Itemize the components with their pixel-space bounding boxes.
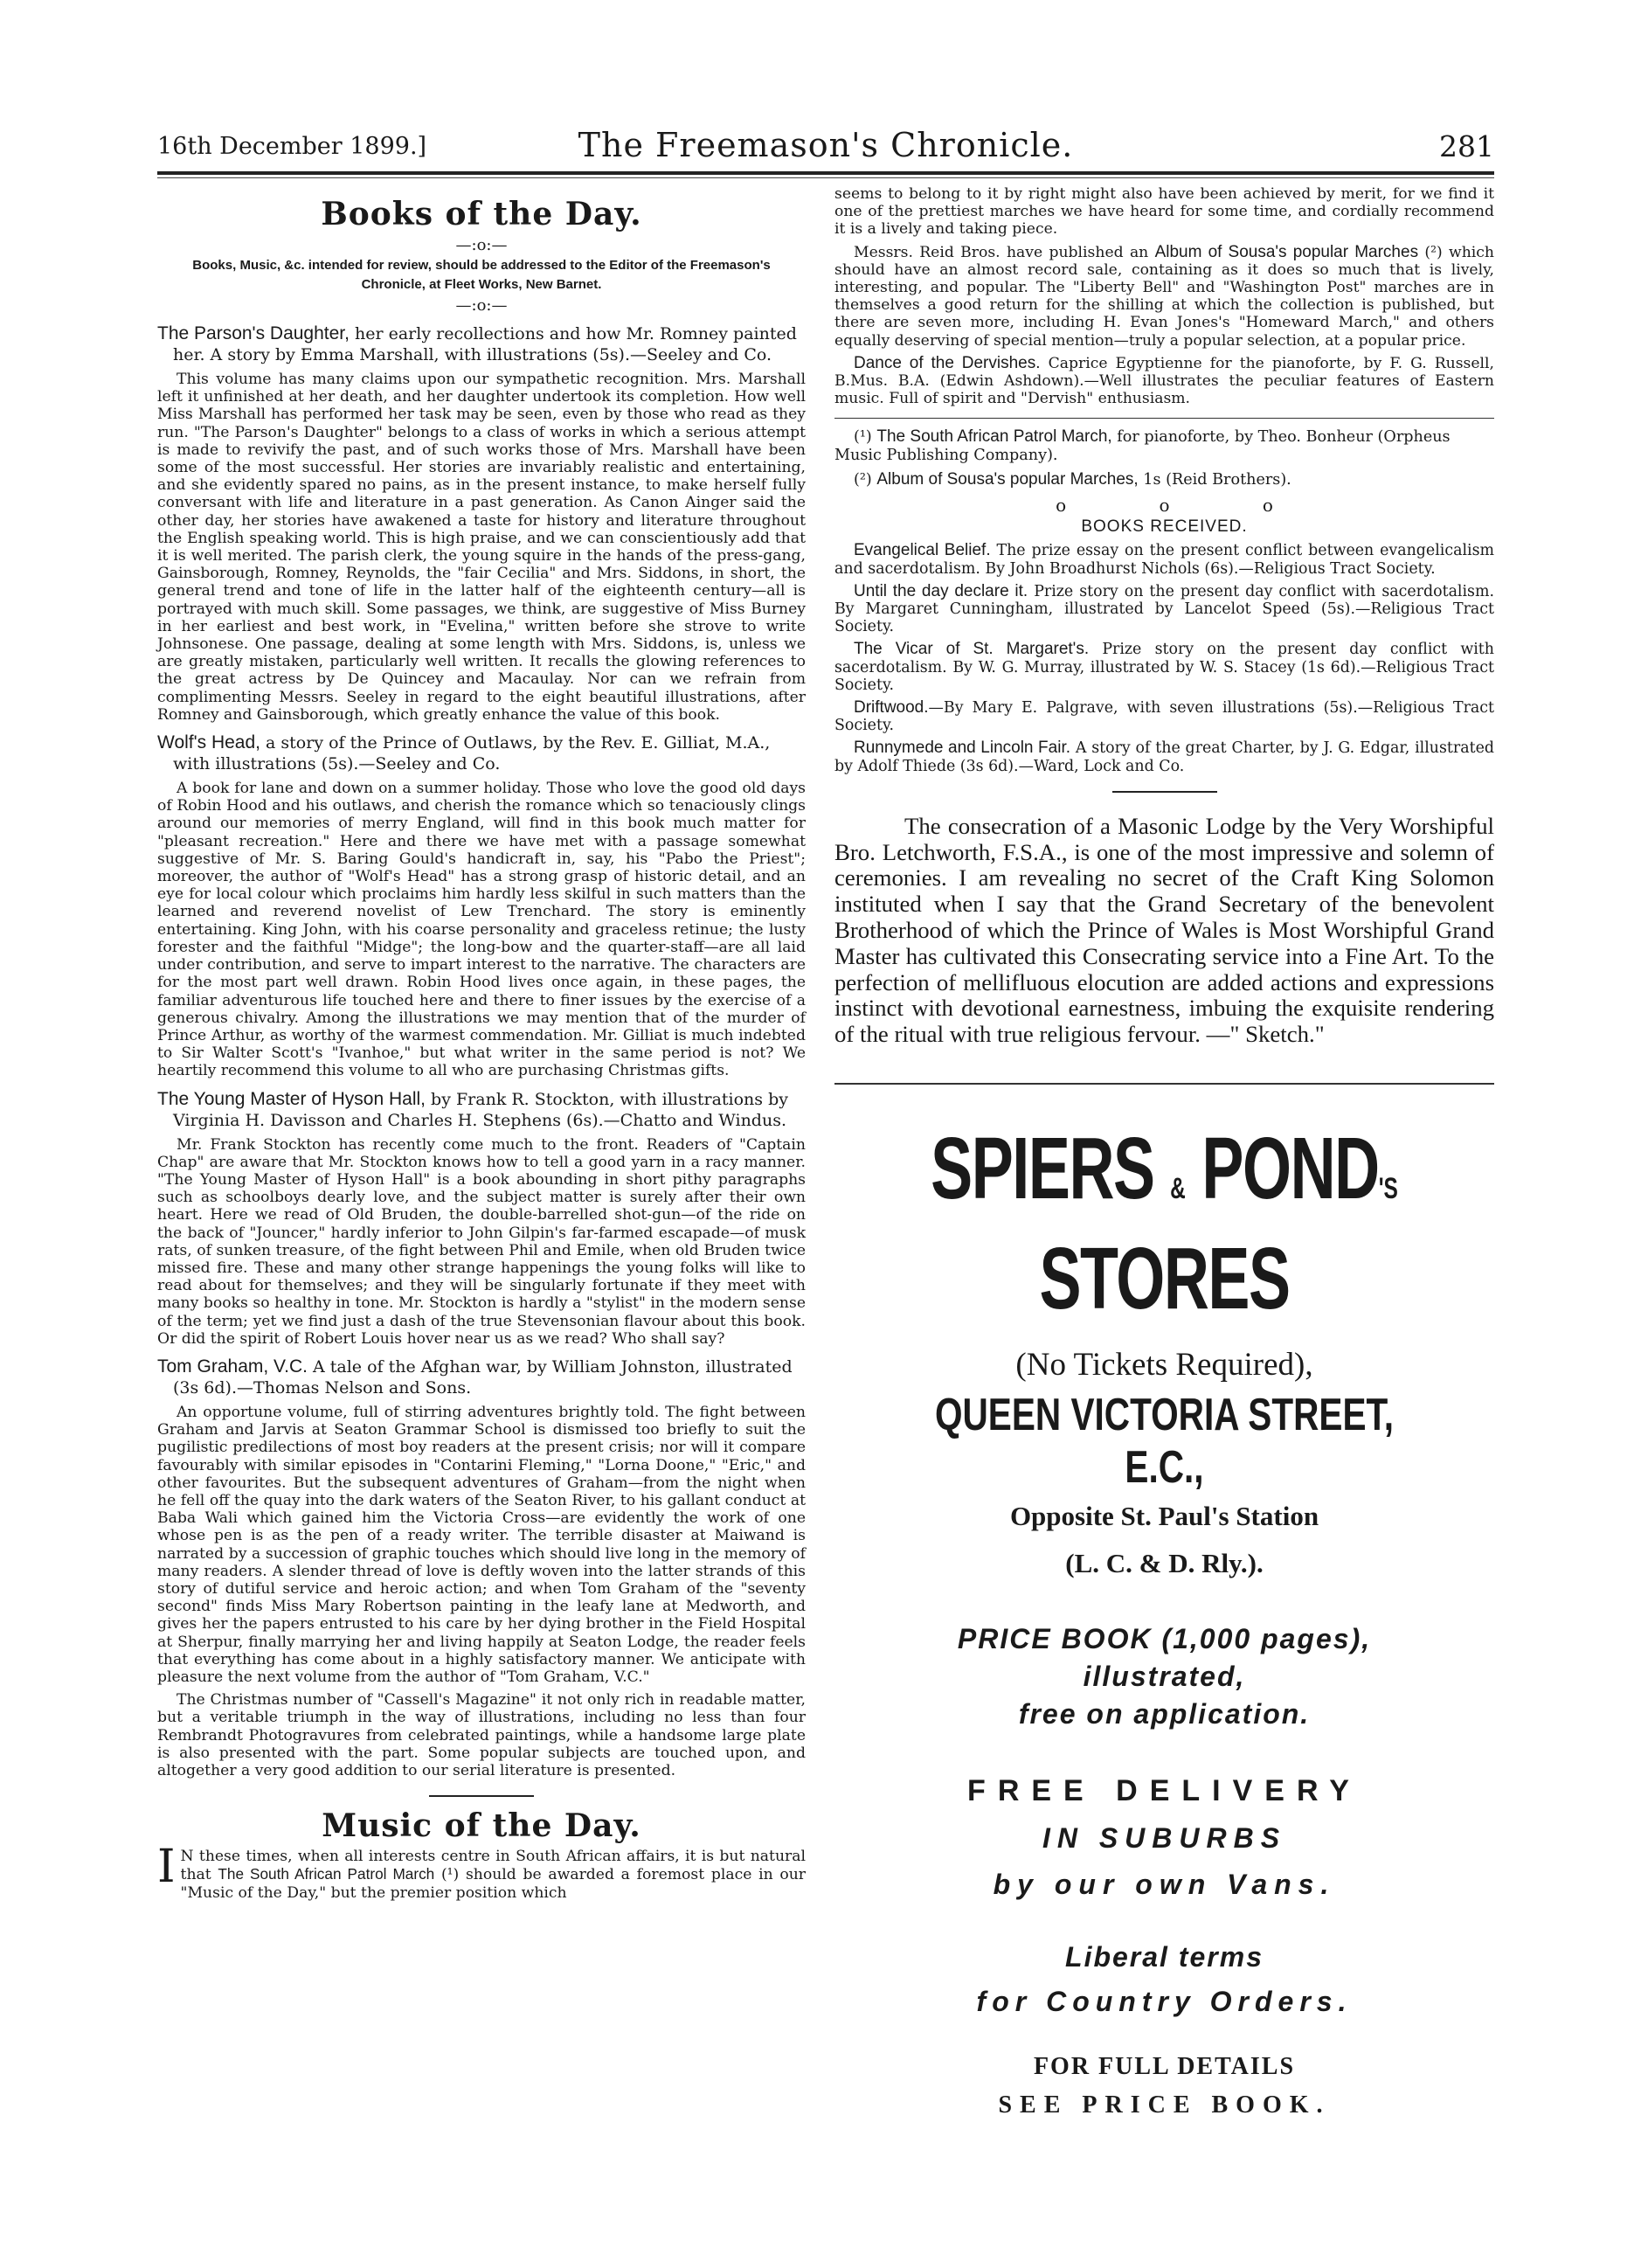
- right-column: [834, 185, 1494, 2119]
- footnote: [834, 470, 1494, 489]
- review-item: [157, 1089, 806, 1348]
- review-text: A book for lane and down on a summer holiday. Those who love the good old days of Robin Hood and his outlaws, and cherish the romance which so tenaciously clings around our memories of merry England, will find in this book much matter for "pleasant recreation." Here and there we have met with a passage somewhat suggestive of Mr. S. Baring Gould's handicraft in, say, his "Pabo the Priest"; moreover, the author of "Wolf's Head" has a strong grasp of historic detail, and an eye for local colour which proclaims him hardly less skilful in such matters than the learned and reverend novelist of Lew Trenchard. The story is eminently entertaining. King John, with his coarse personality and graceless retinue; the lusty forester and the faithful "Midge"; the long-bow and the quarter-staff—are all laid under contribution, and serve to impart interest to the narrative. The characters are for the most part well drawn. Robin Hood lives once again, in these pages, the familiar adventurous life touched here and there to finer issues by the exercise of a generous chivalry. Among the illustrations we may mention that of the murder of Prince Arthur, as worthy of the warmest commendation. Mr. Gilliat is much indebted to Sir Walter Scott's "Ivanhoe," but what writer in the same period is not? We heartily recommend this volume to all who are purchasing Christmas gifts.: [157, 780, 806, 1080]
- header-rule-thin: [157, 177, 1494, 178]
- book-byline: A tale of the Afghan war, by William Johnston, illustrated (3s 6d).—Thomas Nelson and Sons.: [173, 1356, 793, 1398]
- music-piece-title: The South African Patrol March: [218, 1865, 435, 1883]
- advert-no-tickets: (No Tickets Required),: [1015, 1347, 1313, 1384]
- advert-brand-pond: POND: [1201, 1120, 1379, 1218]
- review-heading: [157, 1356, 806, 1398]
- music-paragraph: [834, 355, 1494, 408]
- received-item: [834, 699, 1494, 734]
- books-received-title: BOOKS RECEIVED.: [1081, 517, 1248, 537]
- music-intro-text-end: (¹) should be awarded a foremost place in our "Music of the Day," but the premier position which: [180, 1866, 806, 1902]
- review-item: [157, 732, 806, 1079]
- advert-brand-possessive: 'S: [1378, 1172, 1398, 1206]
- book-title: Wolf's Head,: [157, 732, 261, 753]
- page-number: 281: [1439, 129, 1494, 163]
- received-book-text: —By Mary E. Palgrave, with seven illustrations (5s).—Religious Tract Society.: [834, 699, 1494, 735]
- received-book-text: Prize story on the present day conflict with sacerdotalism. By W. G. Murray, illustrated by W. S. Stacey (1s 6d).—Religious Tract Society.: [834, 641, 1494, 694]
- books-section-title: Books of the Day.: [321, 196, 642, 232]
- review-text: An opportune volume, full of stirring adventures brightly told. The fight between Graham and Jarvis at Seaton Grammar School is dismissed too briefly to suit the pugilistic predilections of most boy readers at the present crisis; nor will it compare favourably with similar episodes in "Contarini Fleming," "Lorna Doone," "Eric," and other favourites. But the subsequent adventures of Graham—from the night when he fell off the quay into the dark waters of the Seaton River, to his gallant conduct at Baba Wali which gained him the Victoria Cross—are evidently the work of one whose pen is as the pen of a ready writer. The terrible disaster at Maiwand is narrated by a succession of graphic touches which should live long in the memory of many readers. A slender thread of love is deftly woven into the latter strands of this story of dutiful service and heroic action; and when Tom Graham of the "seventy second" finds Miss Mary Robertson painting in the leafy lane at Medworth, and gives her the papers entrusted to his care by her dying brother in the Field Hospital at Sherpur, finally marrying her and living happily at Seaton Lodge, the reader feels that everything has come about in a highly satisfactory manner. We anticipate with pleasure the next volume from the author of "Tom Graham, V.C.": [157, 1403, 806, 1686]
- received-book-title: Until the day declare it.: [854, 581, 1028, 600]
- music-text: Caprice Egyptienne for the pianoforte, by F. G. Russell, B.Mus. B.A. (Edwin Ashdown).—Well illustrates the peculiar features of Eastern music. Full of spirit and "Dervish" enthusiasm.: [834, 354, 1495, 408]
- review-heading: [157, 732, 806, 774]
- sketch-quote: The consecration of a Masonic Lodge by the Very Worshipful Bro. Letchworth, F.S.A., is one of the most impressive and solemn of ceremonies. I am revealing no secret of the Craft King Solomon instituted when I say that the Grand Secretary of the benevolent Brotherhood of which the Prince of Wales is Most Worshipful Grand Master has cultivated this Consecrating service into a Fine Art. To the perfection of mellifluous elocution are added actions and expressions instinct with devotional earnestness, imbuing the exquisite rendering of the ritual with true religious fervour. —" Sketch.": [834, 812, 1494, 1048]
- issue-date: 16th December 1899.]: [157, 133, 427, 160]
- footnote-rule: [834, 418, 1494, 419]
- book-title: The Young Master of Hyson Hall,: [157, 1088, 426, 1109]
- footnote-text: for pianoforte, by Theo. Bonheur (Orpheus Music Publishing Company).: [834, 428, 1451, 465]
- footnote: [834, 427, 1494, 465]
- music-piece-title: Album of Sousa's popular Marches: [1154, 242, 1419, 261]
- advert-liberal-terms: Liberal terms: [1065, 1941, 1264, 1973]
- advert-street: QUEEN VICTORIA STREET, E.C.,: [934, 1390, 1395, 1494]
- received-book-text: Prize story on the present day conflict with sacerdotalism. By Margaret Cunningham, illustrated by Lancelot Speed (5s).—Religious Tract Society.: [834, 582, 1495, 636]
- publication-title: The Freemason's Chronicle.: [578, 126, 1074, 164]
- music-text: (²) which should have an almost record sale, containing as it does so much that is lively, interesting, and popular. The "Liberty Bell" and "Washington Post" marches are in themselves a good return for the shilling at which the collection is published, but there are seven more, including H. Evan Jones's "Homeward March," and others equally deserving of special mention—truly a popular selection, at a popular price.: [834, 243, 1494, 350]
- music-paragraph: [834, 244, 1494, 350]
- music-continued: seems to belong to it by right might also have been achieved by merit, for we find it one of the prettiest marches we have heard for some time, and cordially recommend it is a lively and taking piece.: [834, 185, 1494, 239]
- received-book-text: A story of the great Charter, by J. G. Edgar, illustrated by Adolf Thiede (3s 6d).—Ward, Lock and Co.: [834, 739, 1494, 775]
- advert-in-suburbs: IN SUBURBS: [1042, 1822, 1287, 1855]
- music-intro: [157, 1841, 806, 1902]
- left-column: [157, 185, 806, 1902]
- advert-full-details: FOR FULL DETAILS: [1033, 2053, 1296, 2081]
- received-book-text: The prize essay on the present conflict between evangelicalism and sacerdotalism. By John Broadhurst Nichols (6s).—Religious Tract Society.: [834, 542, 1494, 578]
- review-item: [157, 1356, 806, 1686]
- advert-brand-spiers: SPIERS: [931, 1120, 1154, 1218]
- advert-brand: [927, 1120, 1402, 1231]
- drop-cap: I: [157, 1841, 176, 1894]
- advert-free-delivery: FREE DELIVERY: [967, 1774, 1361, 1808]
- advert-stores: STORES: [1039, 1230, 1290, 1328]
- review-heading: [157, 1089, 806, 1131]
- received-item: [834, 641, 1494, 694]
- book-byline: by Frank R. Stockton, with illustrations by Virginia H. Davisson and Charles H. Stephens (6s).—Chatto and Windus.: [173, 1089, 788, 1130]
- music-text: Messrs. Reid Bros. have published an: [854, 243, 1155, 261]
- received-book-title: The Vicar of St. Margaret's.: [854, 640, 1090, 659]
- separator: —:o:—: [455, 236, 508, 254]
- book-title: The Parson's Daughter,: [157, 323, 350, 343]
- section-rule: [1112, 791, 1217, 793]
- book-title: Tom Graham, V.C.: [157, 1356, 308, 1377]
- music-piece-title: Album of Sousa's popular Marches,: [876, 470, 1139, 489]
- section-rule: [429, 1795, 534, 1797]
- review-text: Mr. Frank Stockton has recently come much to the front. Readers of "Captain Chap" are aware that Mr. Stockton knows how to tell a good yarn in a racy manner. "The Young Master of Hyson Hall" is a book abounding in short pithy paragraphs such as schoolboys dearly love, and the subject matter is surely after their own heart. Here we read of Old Bruden, the double-barrelled shot-gun—of the ride on the back of "Jouncer," hardly inferior to John Gilpin's far-farmed escapade—of musk rats, of sunken treasure, of the fight between Phil and Emile, when old Bruden twice missed fire. These and many other strange happenings the young folks will like to read about for themselves; and they will be singularly fortunate if they meet with many books so healthy in tone. Mr. Stockton is hardly a "stylist" in the modern sense of the term; yet we find just a dash of the true Stevensonian flavour about this book. Or did the spirit of Robert Louis hover near us as we read? Who shall say?: [157, 1135, 806, 1348]
- advert-rule: [834, 1083, 1494, 1085]
- book-byline: a story of the Prince of Outlaws, by the Rev. E. Gilliat, M.A., with illustrations (5s).—Seeley and Co.: [173, 733, 771, 774]
- advert-brand-amp: &: [1170, 1172, 1186, 1206]
- separator: —:o:—: [455, 296, 508, 315]
- footnote-mark: (²): [854, 471, 877, 489]
- received-item: [834, 542, 1494, 577]
- advert-see-price-book: SEE PRICE BOOK.: [998, 2091, 1331, 2119]
- music-piece-title: The South African Patrol March,: [876, 427, 1112, 447]
- advert-country-orders: for Country Orders.: [976, 1986, 1353, 2018]
- advert-opposite: Opposite St. Paul's Station: [1009, 1501, 1319, 1532]
- advert-illustrated: illustrated,: [1083, 1661, 1246, 1693]
- ornament-dots: o o o: [1056, 495, 1317, 517]
- footnote-mark: (¹): [854, 428, 877, 447]
- review-text: This volume has many claims upon our sympathetic recognition. Mrs. Marshall left it unfinished at her death, and her daughter undertook its completion. How well Miss Marshall has performed her task may be seen, even by those who read as they run. "The Parson's Daughter" belongs to a class of works in which a serious attempt is made to revivify the past, and of such works those of Mrs. Marshall have been some of the most successful. Her stories are invariably realistic and entertaining, and she evidently spared no pains, as in the present instance, to make herself fully conversant with life and literature in a past generation. As Canon Ainger said the other day, her stories have awakened a taste for history and literature throughout the English speaking world. This is high praise, and we can conscientiously add that it is well merited. The parish clerk, the young squire in the hands of the press-gang, Gainsborough, Romney, Reynolds, the "fair Cecilia" and Mrs. Siddons, in short, the general trend and tone of life in the latter half of the eighteenth century—all is portrayed with much skill. Some passages, we think, are suggestive of Miss Burney in her earliest and best work, in "Evelina," written before she strove to write Johnsonese. One passage, dealing at some length with Mrs. Siddons, is, unless we are greatly mistaken, particularly well written. It recalls the glowing references to the great actress by De Quincey and Macaulay. Nor can we refrain from complimenting Messrs. Seeley in regard to the eight beautiful illustrations, after Romney and Gainsborough, which greatly enhance the value of this book.: [157, 371, 806, 724]
- review-heading: [157, 323, 806, 365]
- page-header: [157, 126, 1494, 164]
- received-item: [834, 739, 1494, 774]
- review-item: [157, 323, 806, 724]
- advert-price-book: PRICE BOOK (1,000 pages),: [957, 1623, 1372, 1655]
- received-book-title: Evangelical Belief.: [854, 541, 991, 560]
- cassell-note: The Christmas number of "Cassell's Magazine" it not only rich in readable matter, but a veritable triumph in the way of illustrations, including no less than four Rembrandt Photogravures from celebrated paintings, while a handsome large plate is also presented with the part. Some popular subjects are touched upon, and altogether a very good addition to our serial literature is presented.: [157, 1691, 806, 1780]
- received-item: [834, 583, 1494, 636]
- footnote-text: 1s (Reid Brothers).: [1138, 471, 1291, 489]
- editor-notice: Books, Music, &c. intended for review, should be addressed to the Editor of the Freemason's Chronicle, at Fleet Works, New Barnet.: [192, 258, 771, 292]
- music-piece-title: Dance of the Dervishes.: [854, 353, 1041, 372]
- received-book-title: Driftwood.: [854, 698, 929, 718]
- advert-railway: (L. C. & D. Rly.).: [1065, 1548, 1264, 1579]
- music-section-title: Music of the Day.: [322, 1807, 641, 1845]
- header-rule: [157, 171, 1494, 175]
- advert-own-vans: by our own Vans.: [993, 1869, 1336, 1901]
- spiers-pond-advert: [834, 1120, 1494, 2119]
- advert-free-application: free on application.: [1018, 1698, 1311, 1730]
- book-byline: her early recollections and how Mr. Romney painted her. A story by Emma Marshall, with illustrations (5s).—Seeley and Co.: [173, 324, 797, 364]
- received-book-title: Runnymede and Lincoln Fair.: [854, 739, 1071, 758]
- music-intro-text: N these times, when all interests centre in South African affairs, it is but natural that: [180, 1848, 806, 1884]
